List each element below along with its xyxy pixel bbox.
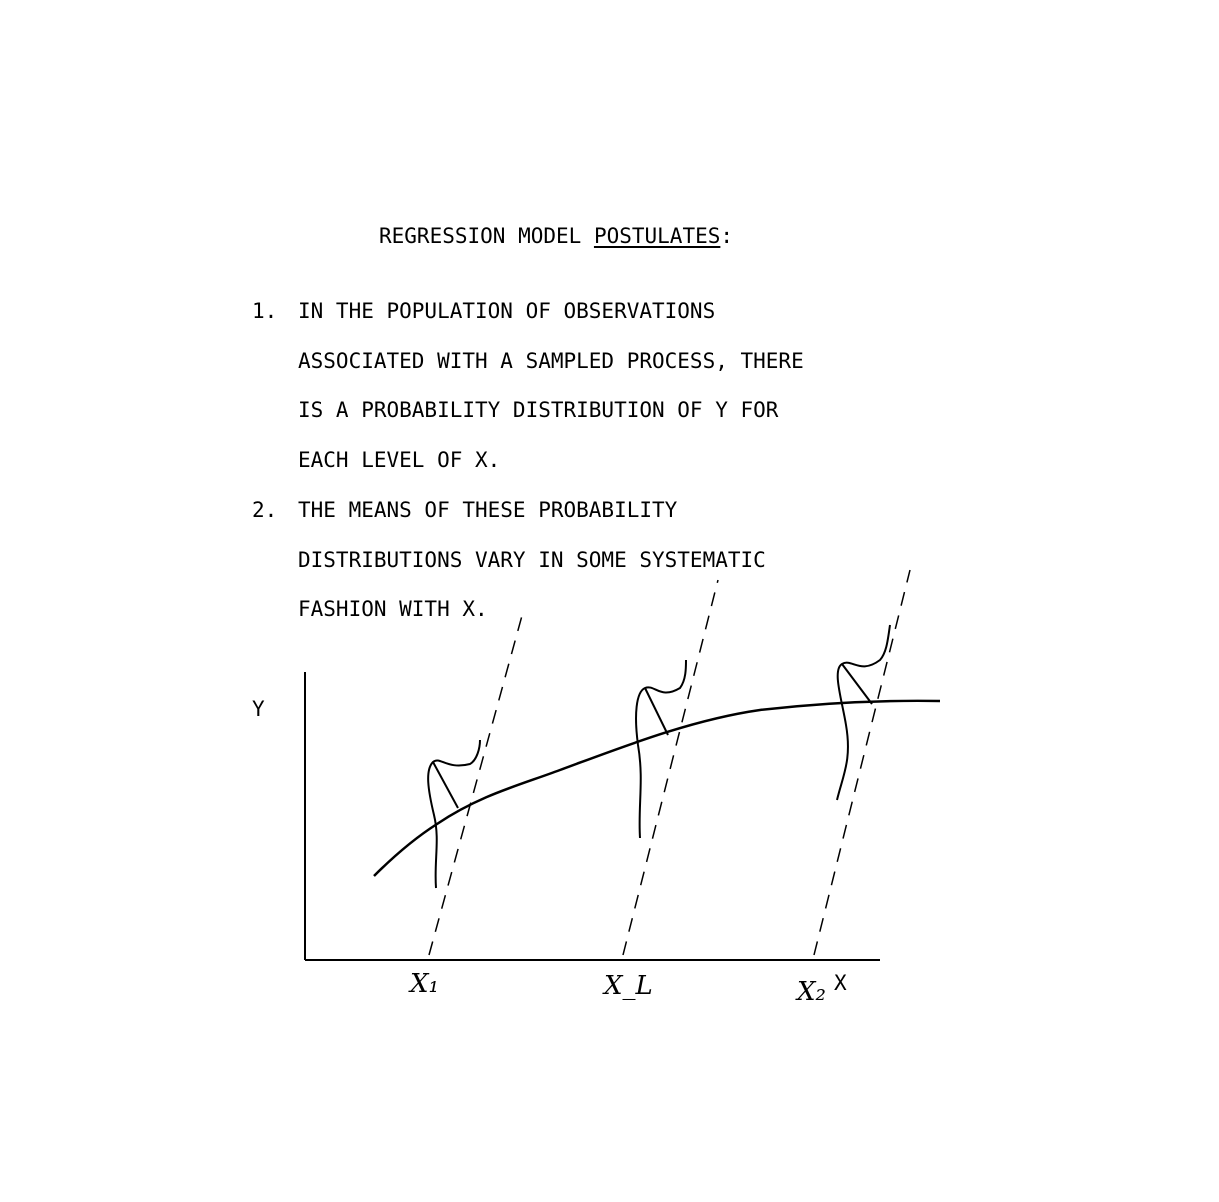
distribution-mean-line-x1	[433, 762, 458, 808]
item-2-line-3: FASHION WITH X.	[298, 597, 488, 621]
item-2-line-2: DISTRIBUTIONS VARY IN SOME SYSTEMATIC	[298, 548, 766, 572]
item-1-line-4: EACH LEVEL OF X.	[298, 448, 501, 472]
distribution-mean-line-x2	[842, 664, 872, 704]
distribution-curve-xl	[636, 660, 686, 838]
distribution-curve-x2	[837, 625, 890, 800]
guide-line-xl	[623, 580, 718, 955]
item-1-line-1: IN THE POPULATION OF OBSERVATIONS	[298, 299, 716, 323]
title-main: REGRESSION MODEL	[379, 224, 594, 248]
item-1-line-3: IS A PROBABILITY DISTRIBUTION OF Y FOR	[298, 398, 779, 422]
y-axis-label: Y	[252, 697, 265, 721]
x-axis-label: X	[834, 971, 847, 995]
guide-line-x1	[429, 612, 523, 955]
item-2-line-1: THE MEANS OF THESE PROBABILITY	[298, 498, 678, 522]
distribution-mean-line-xl	[645, 688, 668, 735]
x2-marker: X₂	[797, 977, 826, 1007]
title-suffix: :	[720, 224, 734, 248]
xl-marker: X_L	[604, 971, 653, 1001]
item-2-number: 2.	[252, 498, 278, 522]
x1-marker: X₁	[410, 969, 439, 999]
title-underlined-word: POSTULATES	[593, 224, 721, 248]
guide-line-x2	[814, 570, 910, 955]
item-1-line-2: ASSOCIATED WITH A SAMPLED PROCESS, THERE	[298, 349, 804, 373]
item-1-number: 1.	[252, 299, 278, 323]
